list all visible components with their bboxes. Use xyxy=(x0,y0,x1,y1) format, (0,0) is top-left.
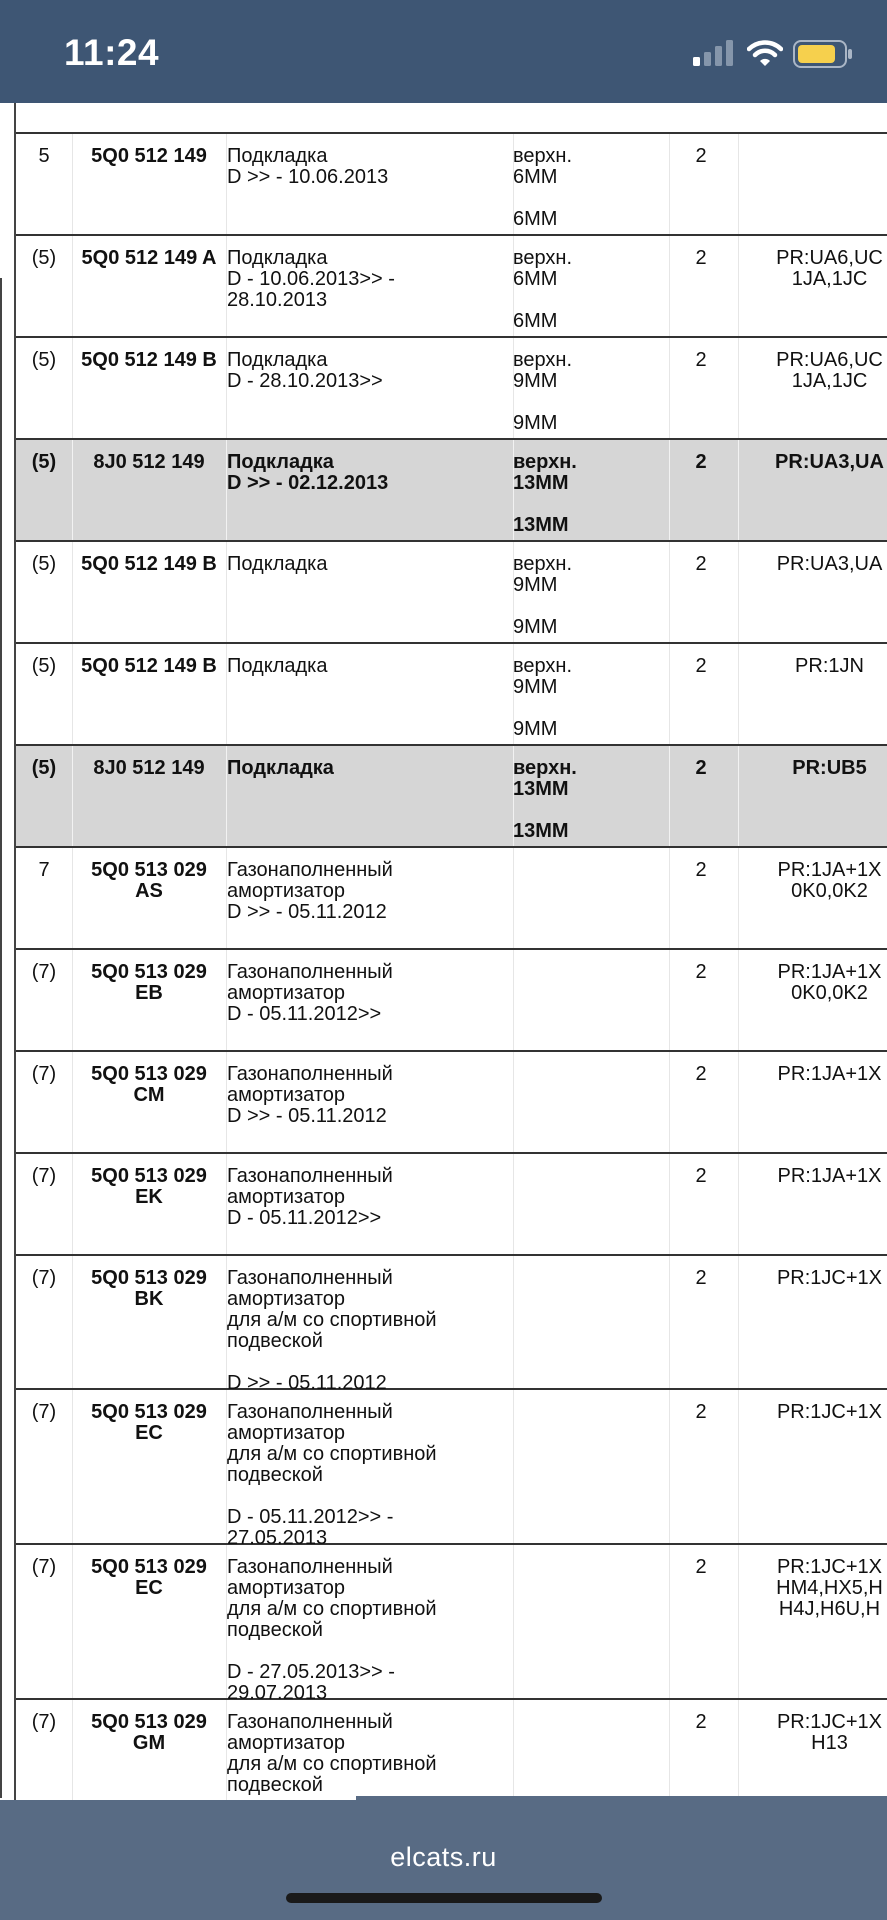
description-cell: Подкладка D - 28.10.2013>> xyxy=(227,349,383,392)
column-divider xyxy=(669,644,670,744)
note-cell: верхн. 13MM 13MM xyxy=(513,451,577,536)
parts-catalog-content[interactable] xyxy=(0,103,887,1800)
position-cell: (5) xyxy=(31,553,57,575)
column-divider xyxy=(669,1052,670,1152)
table-row[interactable] xyxy=(16,746,887,848)
table-row[interactable] xyxy=(16,1256,887,1394)
column-divider xyxy=(738,542,739,642)
model-code-cell xyxy=(756,1166,887,1187)
column-divider xyxy=(738,440,739,540)
position-cell: (5) xyxy=(31,757,57,779)
column-divider xyxy=(669,950,670,1050)
table-row[interactable] xyxy=(16,134,887,236)
column-divider xyxy=(738,848,739,948)
left-frame-line xyxy=(0,278,2,1798)
quantity-cell: 2 xyxy=(695,1711,707,1733)
column-divider xyxy=(669,1154,670,1254)
part-number-cell[interactable]: 5Q0 513 029 CM xyxy=(91,1063,207,1106)
part-number-cell[interactable]: 5Q0 512 149 B xyxy=(81,655,217,677)
quantity-cell: 2 xyxy=(695,1165,707,1187)
quantity-cell: 2 xyxy=(695,757,707,779)
column-divider xyxy=(669,134,670,234)
table-row[interactable] xyxy=(16,1545,887,1704)
table-row[interactable] xyxy=(16,848,887,950)
part-number-cell[interactable]: 5Q0 512 149 xyxy=(91,145,207,167)
quantity-cell: 2 xyxy=(695,145,707,167)
quantity-cell: 2 xyxy=(695,655,707,677)
note-cell: верхн. 9MM 9MM xyxy=(513,349,573,434)
position-cell: (7) xyxy=(31,961,57,983)
model-code-text: PR:1JA+1X xyxy=(777,1064,882,1085)
column-divider xyxy=(738,1154,739,1254)
position-cell: (7) xyxy=(31,1556,57,1578)
column-divider xyxy=(669,542,670,642)
table-row[interactable] xyxy=(16,1052,887,1154)
table-row[interactable] xyxy=(16,644,887,746)
note-cell: верхн. 9MM 9MM xyxy=(513,553,573,638)
part-number-cell[interactable]: 5Q0 513 029 GM xyxy=(91,1711,207,1754)
status-time: 11:24 xyxy=(64,32,160,73)
model-code-cell xyxy=(756,656,887,677)
model-code-text: PR:1JA+1X 0K0,0K2 xyxy=(777,962,882,1004)
model-code-text: PR:UA6,UC 1JA,1JC xyxy=(776,248,883,290)
quantity-cell: 2 xyxy=(695,553,707,575)
column-divider xyxy=(669,1256,670,1388)
table-row[interactable] xyxy=(16,440,887,542)
part-number-cell[interactable]: 5Q0 513 029 EC xyxy=(91,1401,207,1444)
part-number-cell[interactable]: 5Q0 512 149 B xyxy=(81,553,217,575)
model-code-text: PR:1JA+1X xyxy=(777,1166,882,1187)
column-divider xyxy=(738,1545,739,1698)
wifi-icon xyxy=(747,39,783,67)
column-divider xyxy=(738,950,739,1050)
description-cell: Газонаполненный амортизатор для а/м со спортивной подвеской xyxy=(227,1711,437,1796)
model-code-text: PR:1JC+1X xyxy=(776,1402,883,1423)
home-indicator[interactable] xyxy=(286,1893,602,1903)
model-code-text: PR:1JC+1X H13 xyxy=(776,1712,883,1754)
part-number-cell[interactable]: 5Q0 513 029 BK xyxy=(91,1267,207,1310)
quantity-cell: 2 xyxy=(695,1401,707,1423)
quantity-cell: 2 xyxy=(695,349,707,371)
description-cell: Газонаполненный амортизатор для а/м со спортивной подвеской D >> - 05.11.2012 xyxy=(227,1267,437,1394)
column-divider xyxy=(738,1052,739,1152)
position-cell: 7 xyxy=(38,859,50,881)
quantity-cell: 2 xyxy=(695,1063,707,1085)
model-code-cell xyxy=(756,1712,887,1754)
description-cell: Газонаполненный амортизатор D >> - 05.11.2012 xyxy=(227,1063,393,1127)
column-divider xyxy=(669,848,670,948)
model-code-text: PR:1JA+1X 0K0,0K2 xyxy=(777,860,882,902)
column-divider xyxy=(738,1390,739,1543)
quantity-cell: 2 xyxy=(695,859,707,881)
position-cell: (7) xyxy=(31,1401,57,1423)
column-divider xyxy=(669,440,670,540)
quantity-cell: 2 xyxy=(695,1267,707,1289)
note-cell: верхн. 6MM 6MM xyxy=(513,247,573,332)
note-cell: верхн. 13MM 13MM xyxy=(513,757,577,842)
model-code-text: PR:UA3,UA xyxy=(776,554,883,575)
part-number-cell[interactable]: 5Q0 513 029 EB xyxy=(91,961,207,1004)
description-cell: Газонаполненный амортизатор D - 05.11.2012>> xyxy=(227,961,393,1025)
table-row[interactable] xyxy=(16,950,887,1052)
column-divider xyxy=(669,1700,670,1800)
model-code-cell xyxy=(756,1064,887,1085)
quantity-cell: 2 xyxy=(695,451,707,473)
battery-icon xyxy=(793,40,853,68)
model-code-cell xyxy=(756,452,887,473)
column-divider xyxy=(738,338,739,438)
column-divider xyxy=(738,134,739,234)
status-bar xyxy=(0,0,887,103)
position-cell: (5) xyxy=(31,655,57,677)
column-divider xyxy=(738,1256,739,1388)
description-cell: Подкладка xyxy=(227,757,334,779)
part-number-cell[interactable]: 5Q0 512 149 A xyxy=(81,247,217,269)
description-cell: Подкладка D - 10.06.2013>> - 28.10.2013 xyxy=(227,247,395,311)
description-cell: Подкладка xyxy=(227,553,328,575)
model-code-cell xyxy=(756,1557,887,1620)
description-cell: Подкладка D >> - 10.06.2013 xyxy=(227,145,389,188)
column-divider xyxy=(738,236,739,336)
model-code-cell xyxy=(756,1268,887,1289)
part-number-cell[interactable]: 8J0 512 149 xyxy=(93,757,205,779)
description-cell: Газонаполненный амортизатор для а/м со спортивной подвеской D - 05.11.2012>> - 27.05.2013 xyxy=(227,1401,437,1549)
signal-icon xyxy=(693,40,735,66)
description-cell: Газонаполненный амортизатор D >> - 05.11.2012 xyxy=(227,859,393,923)
model-code-cell xyxy=(756,758,887,779)
model-code-cell xyxy=(756,554,887,575)
quantity-cell: 2 xyxy=(695,1556,707,1578)
model-code-cell xyxy=(756,248,887,290)
position-cell: (7) xyxy=(31,1711,57,1733)
part-number-cell[interactable]: 5Q0 512 149 B xyxy=(81,349,217,371)
position-cell: (5) xyxy=(31,247,57,269)
table-row[interactable] xyxy=(16,1390,887,1549)
note-cell: верхн. 9MM 9MM xyxy=(513,655,573,740)
column-divider xyxy=(669,1545,670,1698)
model-code-text: PR:1JC+1X xyxy=(776,1268,883,1289)
table-row[interactable] xyxy=(16,236,887,338)
model-code-text: PR:UB5 xyxy=(792,758,867,779)
model-code-cell xyxy=(756,860,887,902)
part-number-cell[interactable]: 5Q0 513 029 AS xyxy=(91,859,207,902)
column-divider xyxy=(738,644,739,744)
parts-table xyxy=(16,132,887,1800)
column-divider xyxy=(669,236,670,336)
part-number-cell[interactable]: 8J0 512 149 xyxy=(93,451,205,473)
position-cell: (5) xyxy=(31,451,57,473)
part-number-cell[interactable]: 5Q0 513 029 EC xyxy=(91,1556,207,1599)
url-label[interactable]: elcats.ru xyxy=(390,1842,497,1872)
model-code-text: PR:1JC+1X HM4,HX5,H H4J,H6U,H xyxy=(776,1557,883,1620)
description-cell: Подкладка D >> - 02.12.2013 xyxy=(227,451,389,494)
description-cell: Подкладка xyxy=(227,655,328,677)
model-code-text: PR:UA6,UC 1JA,1JC xyxy=(776,350,883,392)
column-divider xyxy=(738,746,739,846)
column-divider xyxy=(669,746,670,846)
quantity-cell: 2 xyxy=(695,961,707,983)
model-code-text: PR:UA3,UA xyxy=(775,452,884,473)
column-divider xyxy=(738,1700,739,1800)
browser-bar[interactable] xyxy=(0,1800,887,1920)
part-number-cell[interactable]: 5Q0 513 029 EK xyxy=(91,1165,207,1208)
model-code-text: PR:1JN xyxy=(795,656,864,677)
model-code-cell xyxy=(756,962,887,1004)
table-row[interactable] xyxy=(16,338,887,440)
position-cell: (7) xyxy=(31,1267,57,1289)
table-row[interactable] xyxy=(16,542,887,644)
table-row[interactable] xyxy=(16,1700,887,1800)
note-cell: верхн. 6MM 6MM xyxy=(513,145,573,230)
table-row[interactable] xyxy=(16,1154,887,1256)
model-code-cell xyxy=(756,350,887,392)
column-divider xyxy=(669,1390,670,1543)
position-cell: (7) xyxy=(31,1165,57,1187)
column-divider xyxy=(669,338,670,438)
model-code-cell xyxy=(756,1402,887,1423)
description-cell: Газонаполненный амортизатор для а/м со спортивной подвеской D - 27.05.2013>> - 29.07.2013 xyxy=(227,1556,437,1704)
description-cell: Газонаполненный амортизатор D - 05.11.2012>> xyxy=(227,1165,393,1229)
position-cell: 5 xyxy=(38,145,50,167)
quantity-cell: 2 xyxy=(695,247,707,269)
position-cell: (7) xyxy=(31,1063,57,1085)
position-cell: (5) xyxy=(31,349,57,371)
